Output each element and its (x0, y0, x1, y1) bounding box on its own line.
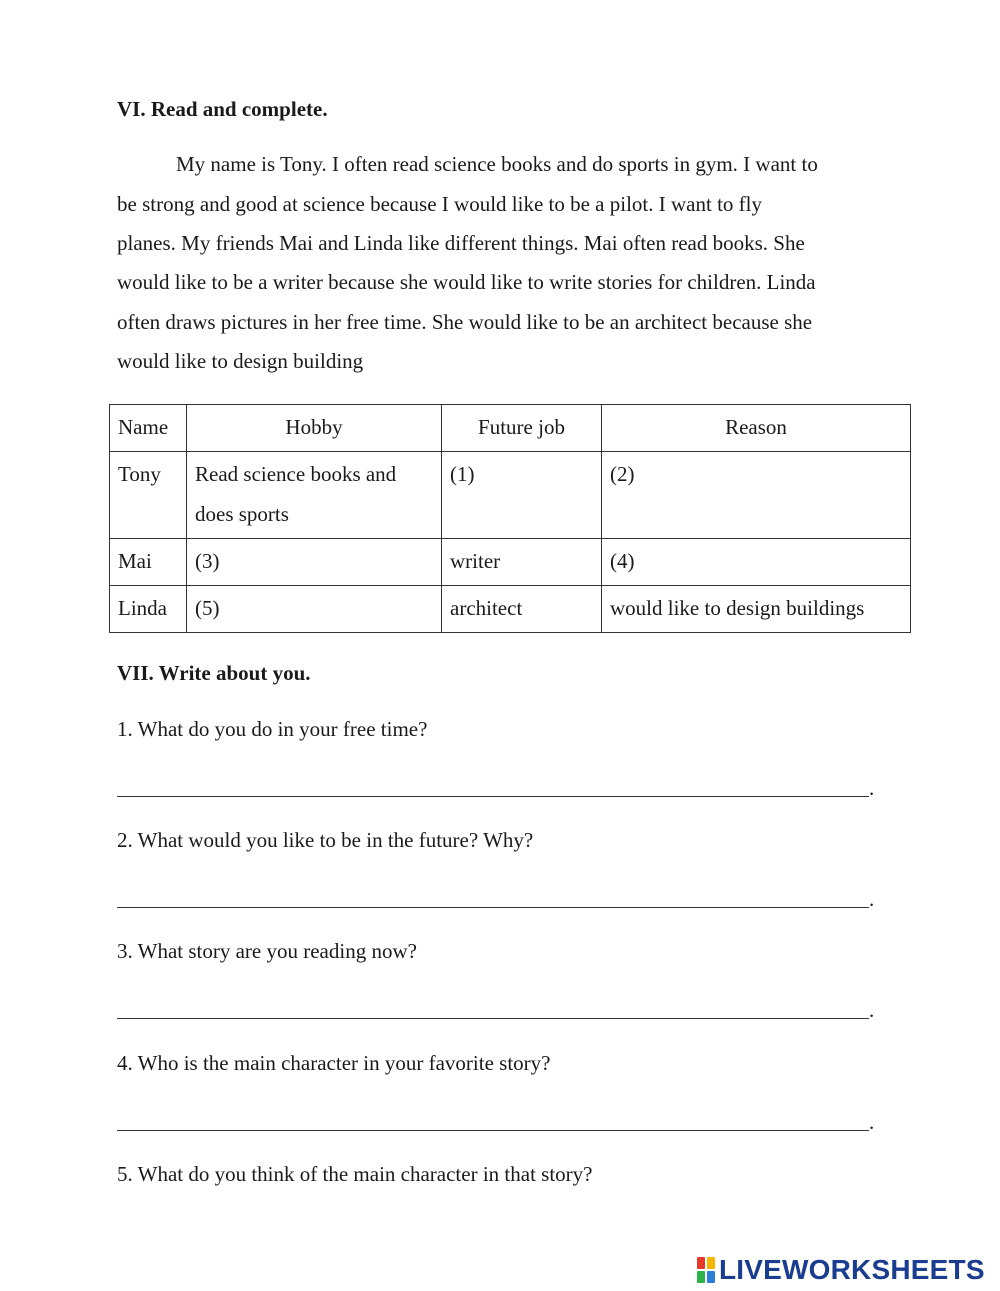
passage-line: be strong and good at science because I would like to be a pilot. I want to fly (117, 192, 762, 216)
cell-job: architect (442, 586, 602, 633)
answer-line-3[interactable] (117, 1018, 869, 1019)
table-row (110, 539, 911, 586)
line-end-period: . (869, 998, 875, 1022)
question-1: 1. What do you do in your free time? (117, 717, 428, 741)
question-3: 3. What story are you reading now? (117, 939, 417, 963)
question-2: 2. What would you like to be in the future? Why? (117, 828, 534, 852)
answer-line-2[interactable] (117, 907, 869, 908)
cell-name: Tony (110, 452, 187, 539)
header-reason: Reason (602, 405, 911, 452)
logo-text: LIVEWORKSHEETS (719, 1254, 985, 1285)
table-header-row (110, 405, 911, 452)
answer-blank-4[interactable]: (4) (602, 539, 911, 586)
cell-hobby: Read science books and does sports (187, 452, 442, 539)
liveworksheets-logo (697, 1253, 985, 1287)
answer-line-4[interactable] (117, 1130, 869, 1131)
table-row (110, 452, 911, 539)
cell-reason: would like to design buildings (602, 586, 911, 633)
table-row (110, 586, 911, 633)
logo-blocks-icon (697, 1257, 715, 1283)
passage-line: would like to design building (117, 349, 364, 373)
cell-job: writer (442, 539, 602, 586)
passage-line: My name is Tony. I often read science books and do sports in gym. I want to (176, 152, 818, 176)
line-end-period: . (869, 887, 875, 911)
line-end-period: . (869, 776, 875, 800)
question-4: 4. Who is the main character in your favorite story? (117, 1051, 551, 1075)
cell-name: Mai (110, 539, 187, 586)
header-hobby: Hobby (187, 405, 442, 452)
passage-line: often draws pictures in her free time. She would like to be an architect because she (117, 310, 813, 334)
cell-name: Linda (110, 586, 187, 633)
section-7-heading: VII. Write about you. (117, 661, 311, 685)
completion-table (109, 404, 911, 633)
answer-blank-3[interactable]: (3) (187, 539, 442, 586)
passage-line: planes. My friends Mai and Linda like different things. Mai often read books. She (117, 231, 805, 255)
header-name: Name (110, 405, 187, 452)
header-future-job: Future job (442, 405, 602, 452)
section-6-heading: VI. Read and complete. (117, 97, 328, 121)
passage-line: would like to be a writer because she would like to write stories for children. Linda (117, 270, 816, 294)
answer-blank-1[interactable]: (1) (442, 452, 602, 539)
question-5: 5. What do you think of the main character in that story? (117, 1162, 593, 1186)
answer-blank-2[interactable]: (2) (602, 452, 911, 539)
answer-blank-5[interactable]: (5) (187, 586, 442, 633)
line-end-period: . (869, 1110, 875, 1134)
answer-line-1[interactable] (117, 796, 869, 797)
